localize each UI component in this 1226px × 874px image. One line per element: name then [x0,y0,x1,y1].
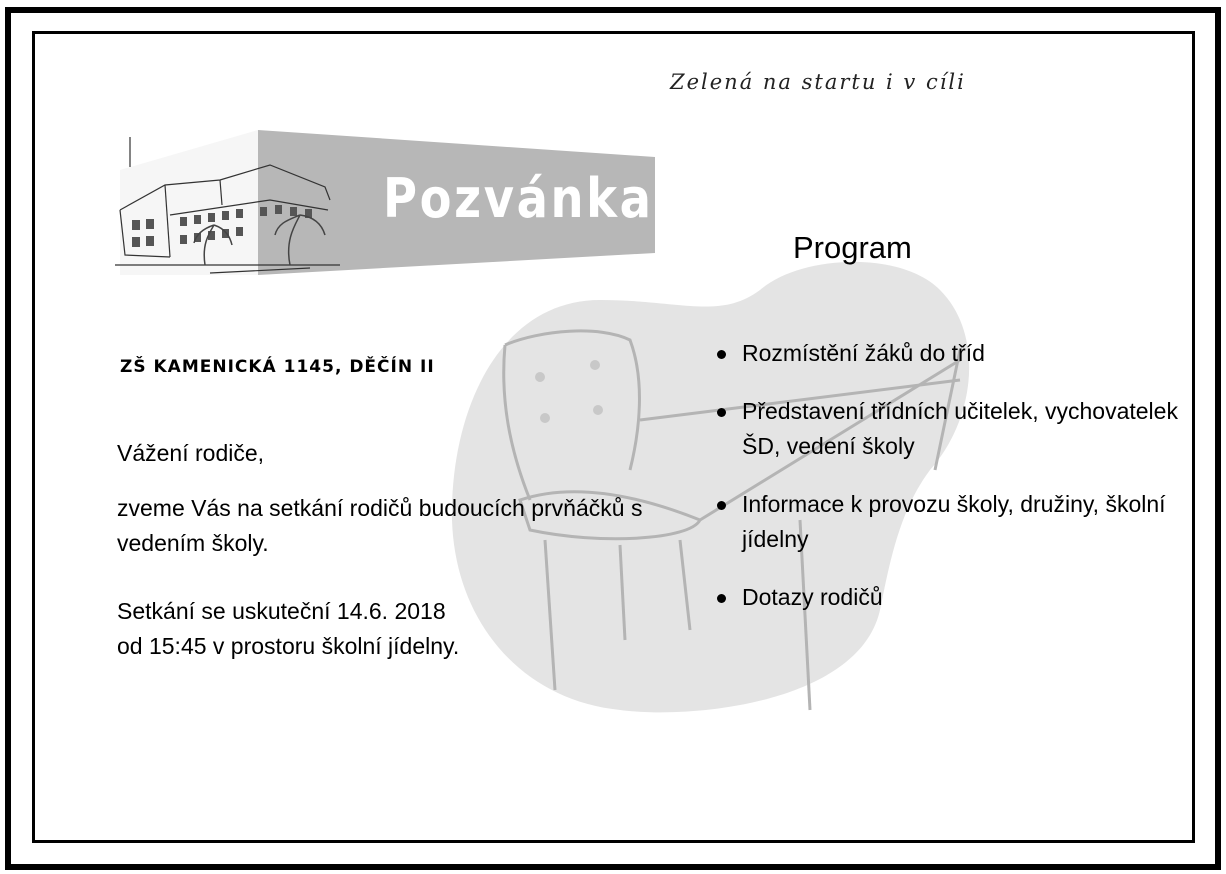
program-title: Program [793,230,912,265]
school-motto: Zelená na startu i v cíli [670,70,966,94]
program-item-label: Dotazy rodičů [742,584,883,610]
bullet-icon [717,594,726,603]
list-item [715,394,1185,464]
program-item-label: Informace k provozu školy, družiny, školní jídelny [742,491,1166,552]
greeting: Vážení rodiče, [117,440,265,466]
meeting-date: Setkání se uskuteční 14.6. 2018 [117,598,446,624]
bullet-icon [717,408,726,417]
list-item [715,487,1185,557]
banner-title: Pozvánka [383,167,654,230]
meeting-details [117,594,657,664]
program-list [715,336,1185,638]
bullet-icon [717,501,726,510]
program-item-label: Představení třídních učitelek, vychovatelek ŠD, vedení školy [742,398,1178,459]
list-item [715,580,1185,615]
bullet-icon [717,350,726,359]
list-item [715,336,1185,371]
program-item-label: Rozmístění žáků do tříd [742,340,985,366]
meeting-place: od 15:45 v prostoru školní jídelny. [117,633,460,659]
school-name: ZŠ KAMENICKÁ 1145, DĚČÍN II [120,357,435,377]
invitation-text: zveme Vás na setkání rodičů budoucích prvňáčků s vedením školy. [117,495,643,556]
